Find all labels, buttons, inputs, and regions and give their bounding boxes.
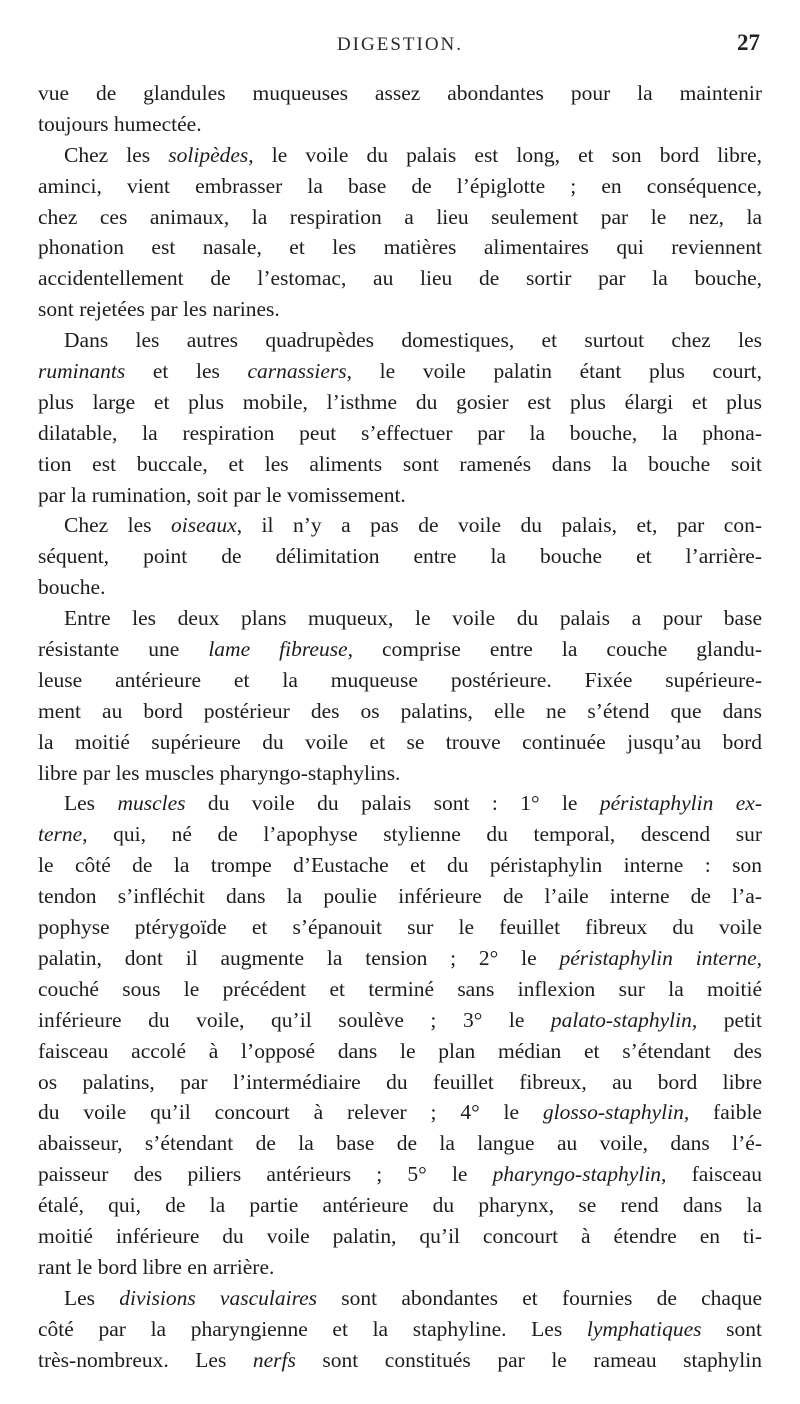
text-line: ruminants et les carnassiers, le voile palatin étant plus court, — [38, 359, 763, 384]
text-line: par la rumination, soit par le vomissement. — [38, 482, 406, 507]
text-line: le côté de la trompe d’Eustache et du péristaphylin interne : son — [38, 853, 762, 878]
running-title: DIGESTION. — [336, 34, 464, 55]
italic-term: pharyngo-staphylin, — [492, 1162, 667, 1187]
italic-term: divisions vasculaires — [119, 1285, 318, 1310]
text-line: os palatins, par l’intermédiaire du feuillet fibreux, au bord libre — [38, 1069, 762, 1094]
italic-term: péristaphylin ex- — [599, 791, 762, 816]
text-line: pophyse ptérygoïde et s’épanouit sur le feuillet fibreux du voile — [38, 915, 762, 940]
text-line: étalé, qui, de la partie antérieure du pharynx, se rend dans la — [38, 1193, 762, 1218]
italic-term: palato-staphylin, — [550, 1007, 698, 1032]
text-line: palatin, dont il augmente la tension ; 2° le péristaphylin interne, — [38, 945, 762, 970]
text-line: tion est buccale, et les aliments sont ramenés dans la bouche soit — [38, 451, 762, 476]
text-line: Dans les autres quadrupèdes domestiques, et surtout chez les — [64, 328, 762, 353]
italic-term: solipèdes, — [168, 142, 254, 167]
text-line: chez ces animaux, la respiration a lieu seulement par le nez, la — [38, 204, 762, 229]
italic-term: carnassiers, — [247, 359, 353, 384]
text-line: moitié inférieure du voile palatin, qu’il concourt à étendre en ti- — [38, 1223, 762, 1248]
page-number: 27 — [737, 30, 760, 55]
italic-term: muscles — [117, 791, 186, 816]
text-line: côté par la pharyngienne et la staphyline. Les lymphatiques sont — [38, 1316, 762, 1341]
text-line: du voile qu’il concourt à relever ; 4° le glosso-staphylin, faible — [38, 1100, 762, 1125]
italic-term: glosso-staphylin, — [542, 1100, 690, 1125]
text-line: plus large et plus mobile, l’isthme du gosier est plus élargi et plus — [38, 389, 762, 414]
text-line: ment au bord postérieur des os palatins, elle ne s’étend que dans — [38, 698, 762, 723]
text-line: vue de glandules muqueuses assez abondantes pour la maintenir — [38, 81, 762, 105]
italic-term: lymphatiques — [586, 1316, 702, 1341]
text-line: très-nombreux. Les nerfs sont constitués par le rameau staphylin — [38, 1347, 762, 1372]
text-line: Les divisions vasculaires sont abondantes et fournies de chaque — [64, 1285, 763, 1310]
text-line: Les muscles du voile du palais sont : 1° le péristaphylin ex- — [64, 791, 762, 816]
text-line: résistante une lame fibreuse, comprise entre la couche glandu- — [38, 637, 762, 662]
text-line: bouche. — [38, 575, 106, 600]
text-line: tendon s’infléchit dans la poulie inférieure de l’aile interne de l’a- — [38, 884, 762, 909]
text-line: Chez les oiseaux, il n’y a pas de voile du palais, et, par con- — [64, 513, 762, 538]
text-line: séquent, point de délimitation entre la bouche et l’arrière- — [38, 544, 762, 569]
text-line: Chez les solipèdes, le voile du palais est long, et son bord libre, — [64, 142, 762, 167]
text-line: sont rejetées par les narines. — [38, 297, 280, 322]
text-line: abaisseur, s’étendant de la base de la langue au voile, dans l’é- — [38, 1131, 762, 1156]
italic-term: ruminants — [38, 359, 126, 384]
italic-term: terne, — [38, 822, 88, 847]
text-line: paisseur des piliers antérieurs ; 5° le pharyngo-staphylin, faisceau — [38, 1162, 763, 1187]
text-line: accidentellement de l’estomac, au lieu de sortir par la bouche, — [38, 266, 762, 291]
text-line: rant le bord libre en arrière. — [38, 1254, 275, 1279]
text-line: couché sous le précédent et terminé sans inflexion sur la moitié — [38, 976, 762, 1001]
text-line: toujours humectée. — [38, 111, 202, 136]
text-line: faisceau accolé à l’opposé dans le plan médian et s’étendant des — [38, 1038, 762, 1063]
text-line: la moitié supérieure du voile et se trouve continuée jusqu’au bord — [38, 729, 762, 754]
italic-term: péristaphylin interne, — [559, 945, 762, 970]
text-line: terne, qui, né de l’apophyse stylienne du temporal, descend sur — [38, 822, 762, 847]
italic-term: lame fibreuse, — [208, 637, 353, 662]
text-line: inférieure du voile, qu’il soulève ; 3° le palato-staphylin, petit — [38, 1007, 762, 1032]
running-head — [0, 28, 800, 62]
text-line: Entre les deux plans muqueux, le voile du palais a pour base — [64, 606, 762, 631]
italic-term: oiseaux — [171, 513, 237, 538]
italic-term: nerfs — [252, 1347, 296, 1372]
text-line: aminci, vient embrasser la base de l’épiglotte ; en conséquence, — [38, 173, 762, 198]
text-line: libre par les muscles pharyngo-staphylins. — [38, 760, 401, 785]
body-text — [38, 78, 762, 1375]
text-line: leuse antérieure et la muqueuse postérieure. Fixée supérieure- — [38, 667, 762, 692]
text-line: dilatable, la respiration peut s’effectuer par la bouche, la phona- — [38, 420, 762, 445]
text-line: phonation est nasale, et les matières alimentaires qui reviennent — [38, 235, 762, 260]
